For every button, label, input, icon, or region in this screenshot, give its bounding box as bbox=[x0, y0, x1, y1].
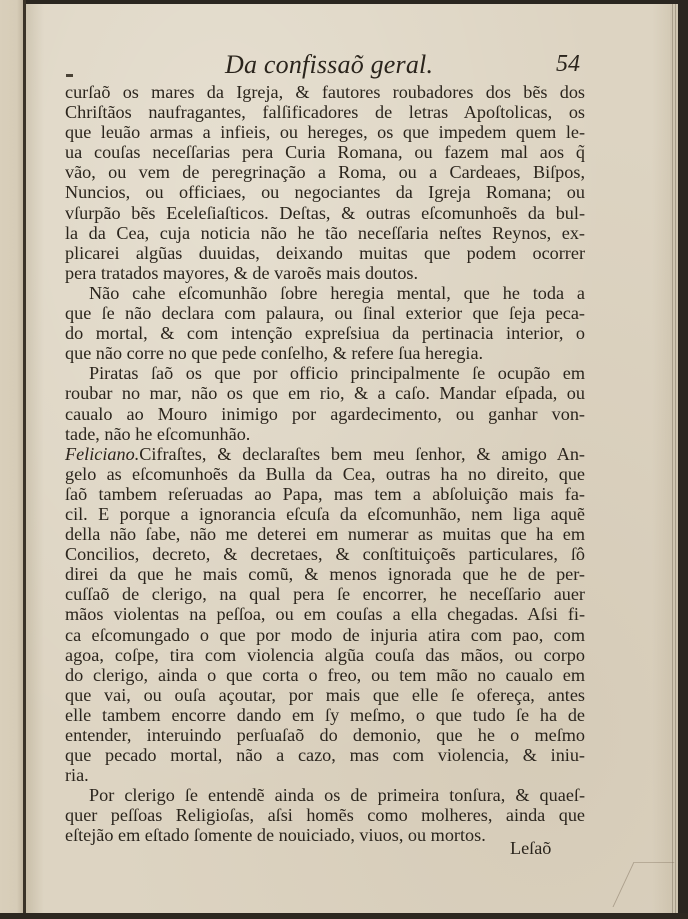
text-line: do clerigo, ainda o que corta o freo, ou tem mão no caualo em bbox=[65, 664, 585, 685]
text-line: Por clerigo ſe entendẽ ainda os de primeira tonſura, & quaeſ- bbox=[89, 785, 585, 806]
text-line: Não cahe eſcomunhão ſobre heregia mental, que he toda a bbox=[89, 282, 585, 303]
speaker-text: Cifraſtes, & declaraſtes bem meu ſenhor, & amigo An- bbox=[139, 443, 585, 464]
running-title: Da confissaõ geral. bbox=[225, 50, 434, 79]
text-line: tade, não he eſcomunhão. bbox=[65, 423, 251, 444]
text-line: plicarei algũas duuidas, deixando muitas que podem ocorrer bbox=[65, 242, 585, 263]
text-line: caualo ao Mouro inimigo por agardecimento, ou ganhar von- bbox=[65, 403, 585, 424]
catchword: Leſaõ bbox=[510, 838, 552, 858]
page-header bbox=[60, 50, 580, 82]
text-line: roubar no mar, não os que em rio, & a caſo. Mandar eſpada, ou bbox=[65, 383, 585, 404]
text-line: do mortal, & com intenção expreſsiua da pertinacia interior, o bbox=[65, 323, 585, 344]
text-line: ua couſas neceſſarias pera Curia Romana, ou fazem mal aos q̃ bbox=[65, 142, 585, 163]
text-line bbox=[65, 444, 585, 464]
text-line: que leuão armas a infieis, ou hereges, os que impedem quem le- bbox=[65, 122, 585, 143]
text-line: vſurpão bẽs Eceleſiaſticos. Deſtas, & outras eſcomunhoẽs da bul- bbox=[65, 202, 585, 223]
text-line: della não ſabe, não me deterei em numerar as muitas que ha em bbox=[65, 524, 585, 545]
text-line: que ſe não declara com palaura, ou ſinal exterior que ſeja peca- bbox=[65, 303, 585, 324]
text-line: elle tambem encorre dando em ſy meſmo, o que tudo ſe ha de bbox=[65, 704, 585, 725]
text-line: que vai, ou ouſa açoutar, por mais que elle ſe ofereça, antes bbox=[65, 684, 585, 705]
speaker-name: Feliciano. bbox=[65, 443, 140, 464]
text-line: entender, interuindo perſuaſaõ do demonio, que he o meſmo bbox=[65, 725, 585, 745]
page-stack-edge bbox=[670, 4, 678, 913]
text-line: agoa, coſpe, tira com violencia algũa couſa das mãos, ou corpo bbox=[65, 644, 585, 665]
text-line: cil. E porque a ignorancia eſcuſa da eſcomunhão, nem liga aquẽ bbox=[65, 503, 585, 524]
text-line: quer peſſoas Religioſas, aſsi homẽs como molheres, ainda que bbox=[65, 805, 585, 826]
ink-mark bbox=[66, 74, 73, 77]
text-line: cuſſaõ de clerigo, na qual pera ſe encorrer, he neceſſario auer bbox=[65, 584, 585, 605]
text-line: gelo as eſcomunhoẽs da Bulla da Cea, outras ha no direito, que bbox=[65, 463, 585, 484]
text-line: curſaõ os mares da Igreja, & fautores roubadores dos bẽs dos bbox=[65, 82, 585, 102]
page-number: 54 bbox=[556, 51, 580, 77]
text-line: direi da que he mais comũ, & menos ignorada que he de per- bbox=[65, 564, 585, 585]
text-line: Piratas ſaõ os que por officio principalmente ſe ocupão em bbox=[89, 363, 585, 384]
text-line: ſaõ tambem reſeruadas ao Papa, mas tem a abſoluição mais fa- bbox=[65, 483, 585, 504]
scan-border bbox=[0, 913, 688, 919]
text-line: eſtejão em eſtado ſomente de nouiciado, viuos, ou mortos. bbox=[65, 825, 486, 846]
text-line: pera tratados mayores, & de varoẽs mais doutos. bbox=[65, 262, 419, 283]
facing-page-edge bbox=[0, 0, 24, 919]
text-line: mãos violentas na peſſoa, ou em couſas a ella chegadas. Aſsi fi- bbox=[65, 604, 585, 625]
text-line: ca eſcomungado o que por modo de injuria atira com pao, com bbox=[65, 624, 585, 645]
text-line: Nuncios, ou officiaes, ou negociantes da Igreja Romana; ou bbox=[65, 182, 585, 203]
text-line: Concilios, decreto, & decretaes, & conſtituiçoẽs particulares, ſô bbox=[65, 544, 585, 565]
text-line: ria. bbox=[65, 765, 89, 786]
text-line: vão, ou vem de peregrinação a Roma, ou a Cardeaes, Biſpos, bbox=[65, 162, 585, 183]
text-line: que pecado mortal, não a cazo, mas com violencia, & iniu- bbox=[65, 745, 585, 766]
text-line: que não corre no que pede conſelho, & refere ſua heregia. bbox=[65, 343, 484, 364]
body-text bbox=[65, 82, 585, 846]
text-line: Chriſtãos naufragantes, falſificadores de letras Apoſtolicas, os bbox=[65, 102, 585, 123]
text-line: la da Cea, cuja noticia não he tão neceſſaria neſtes Reynos, ex- bbox=[65, 222, 585, 243]
